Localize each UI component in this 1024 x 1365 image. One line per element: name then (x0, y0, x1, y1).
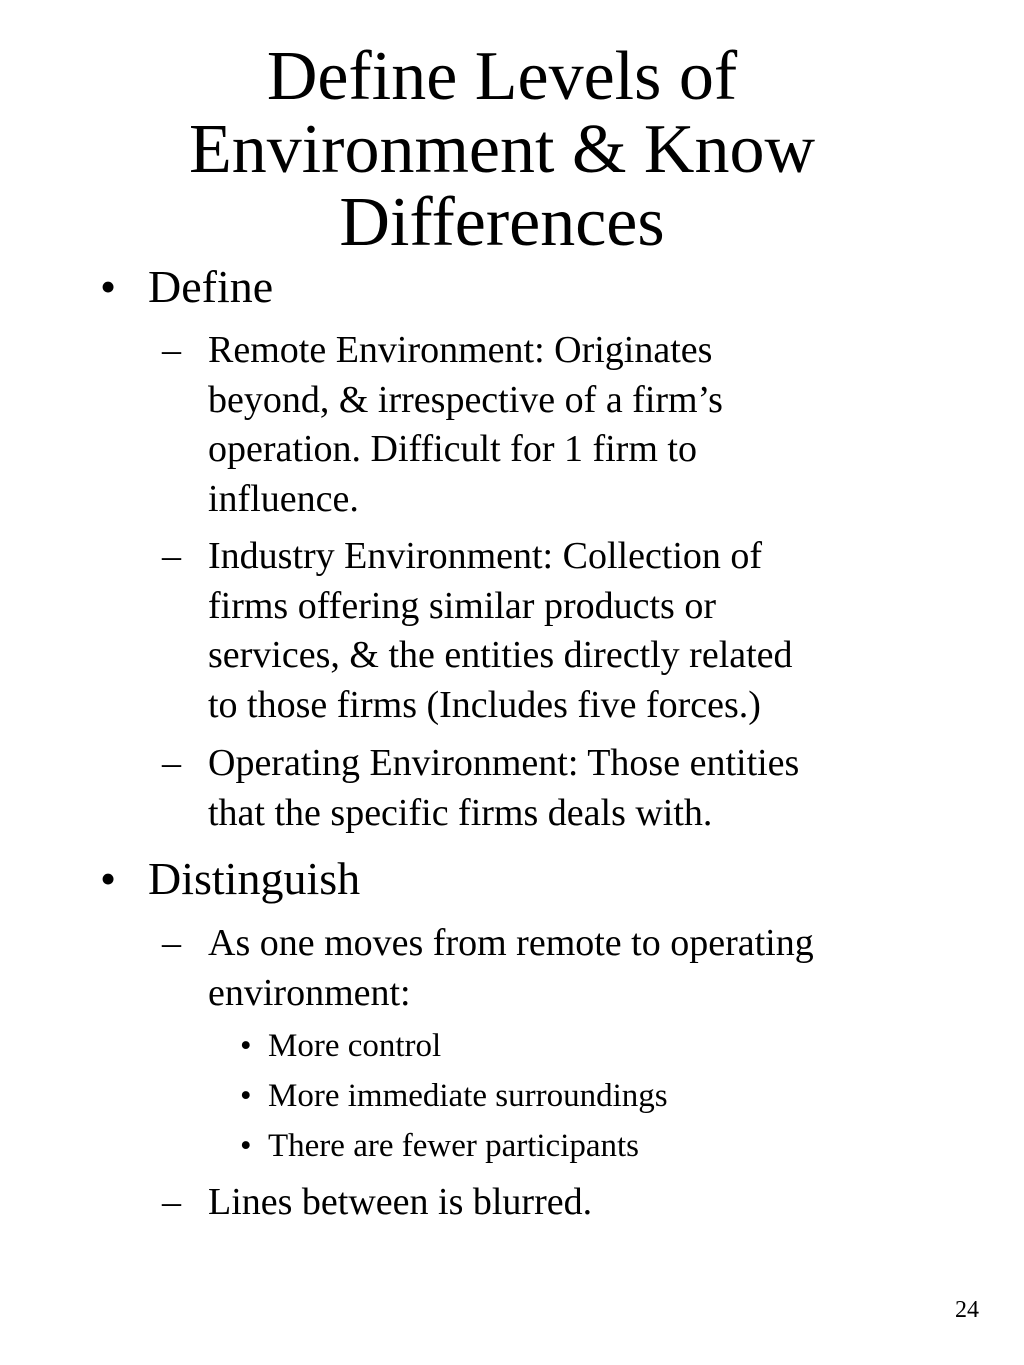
text-line: that the specific firms deals with. (208, 791, 713, 834)
dash-icon: – (162, 329, 181, 371)
title-line: Define Levels of (266, 38, 738, 115)
text-line: influence. (208, 477, 359, 520)
bullet-icon: • (100, 853, 117, 904)
sub-bullet-text: More immediate surroundings (268, 1078, 668, 1114)
dash-icon: – (162, 535, 181, 577)
dash-icon: – (162, 742, 181, 784)
text-line: beyond, & irrespective of a firm’s (208, 378, 723, 421)
sub-bullet-text: More control (268, 1028, 442, 1064)
text-line: Remote Environment: Originates (208, 329, 713, 371)
page-number: 24 (955, 1297, 979, 1323)
text-line: environment: (208, 971, 411, 1014)
bullet-icon: • (100, 261, 117, 312)
text-line: As one moves from remote to operating (208, 922, 814, 964)
bullet-icon: • (240, 1128, 252, 1164)
text-line: operation. Difficult for 1 firm to (208, 428, 697, 470)
text-line: firms offering similar products or (208, 584, 716, 627)
bullet-icon: • (240, 1078, 252, 1114)
bullet-text: Define (148, 261, 274, 312)
slide-title (0, 40, 1004, 259)
text-line: services, & the entities directly related (208, 634, 793, 676)
text-line: Industry Environment: Collection of (208, 535, 763, 577)
subitem-text (208, 532, 793, 730)
text-line: Operating Environment: Those entities (208, 742, 800, 784)
subitem-text (208, 919, 814, 1018)
dash-icon: – (162, 1181, 181, 1223)
subitem-text (208, 1178, 592, 1228)
bullet-text: Distinguish (148, 853, 361, 904)
bullet-icon: • (240, 1028, 252, 1064)
subitem-text (208, 326, 723, 524)
sub-bullet-text: There are fewer participants (268, 1128, 640, 1164)
title-line: Differences (339, 184, 665, 261)
subitem-text (208, 739, 799, 838)
dash-icon: – (162, 922, 181, 964)
text-line: to those firms (Includes five forces.) (208, 683, 761, 726)
title-line: Environment & Know (188, 111, 816, 188)
text-line: Lines between is blurred. (208, 1181, 593, 1223)
